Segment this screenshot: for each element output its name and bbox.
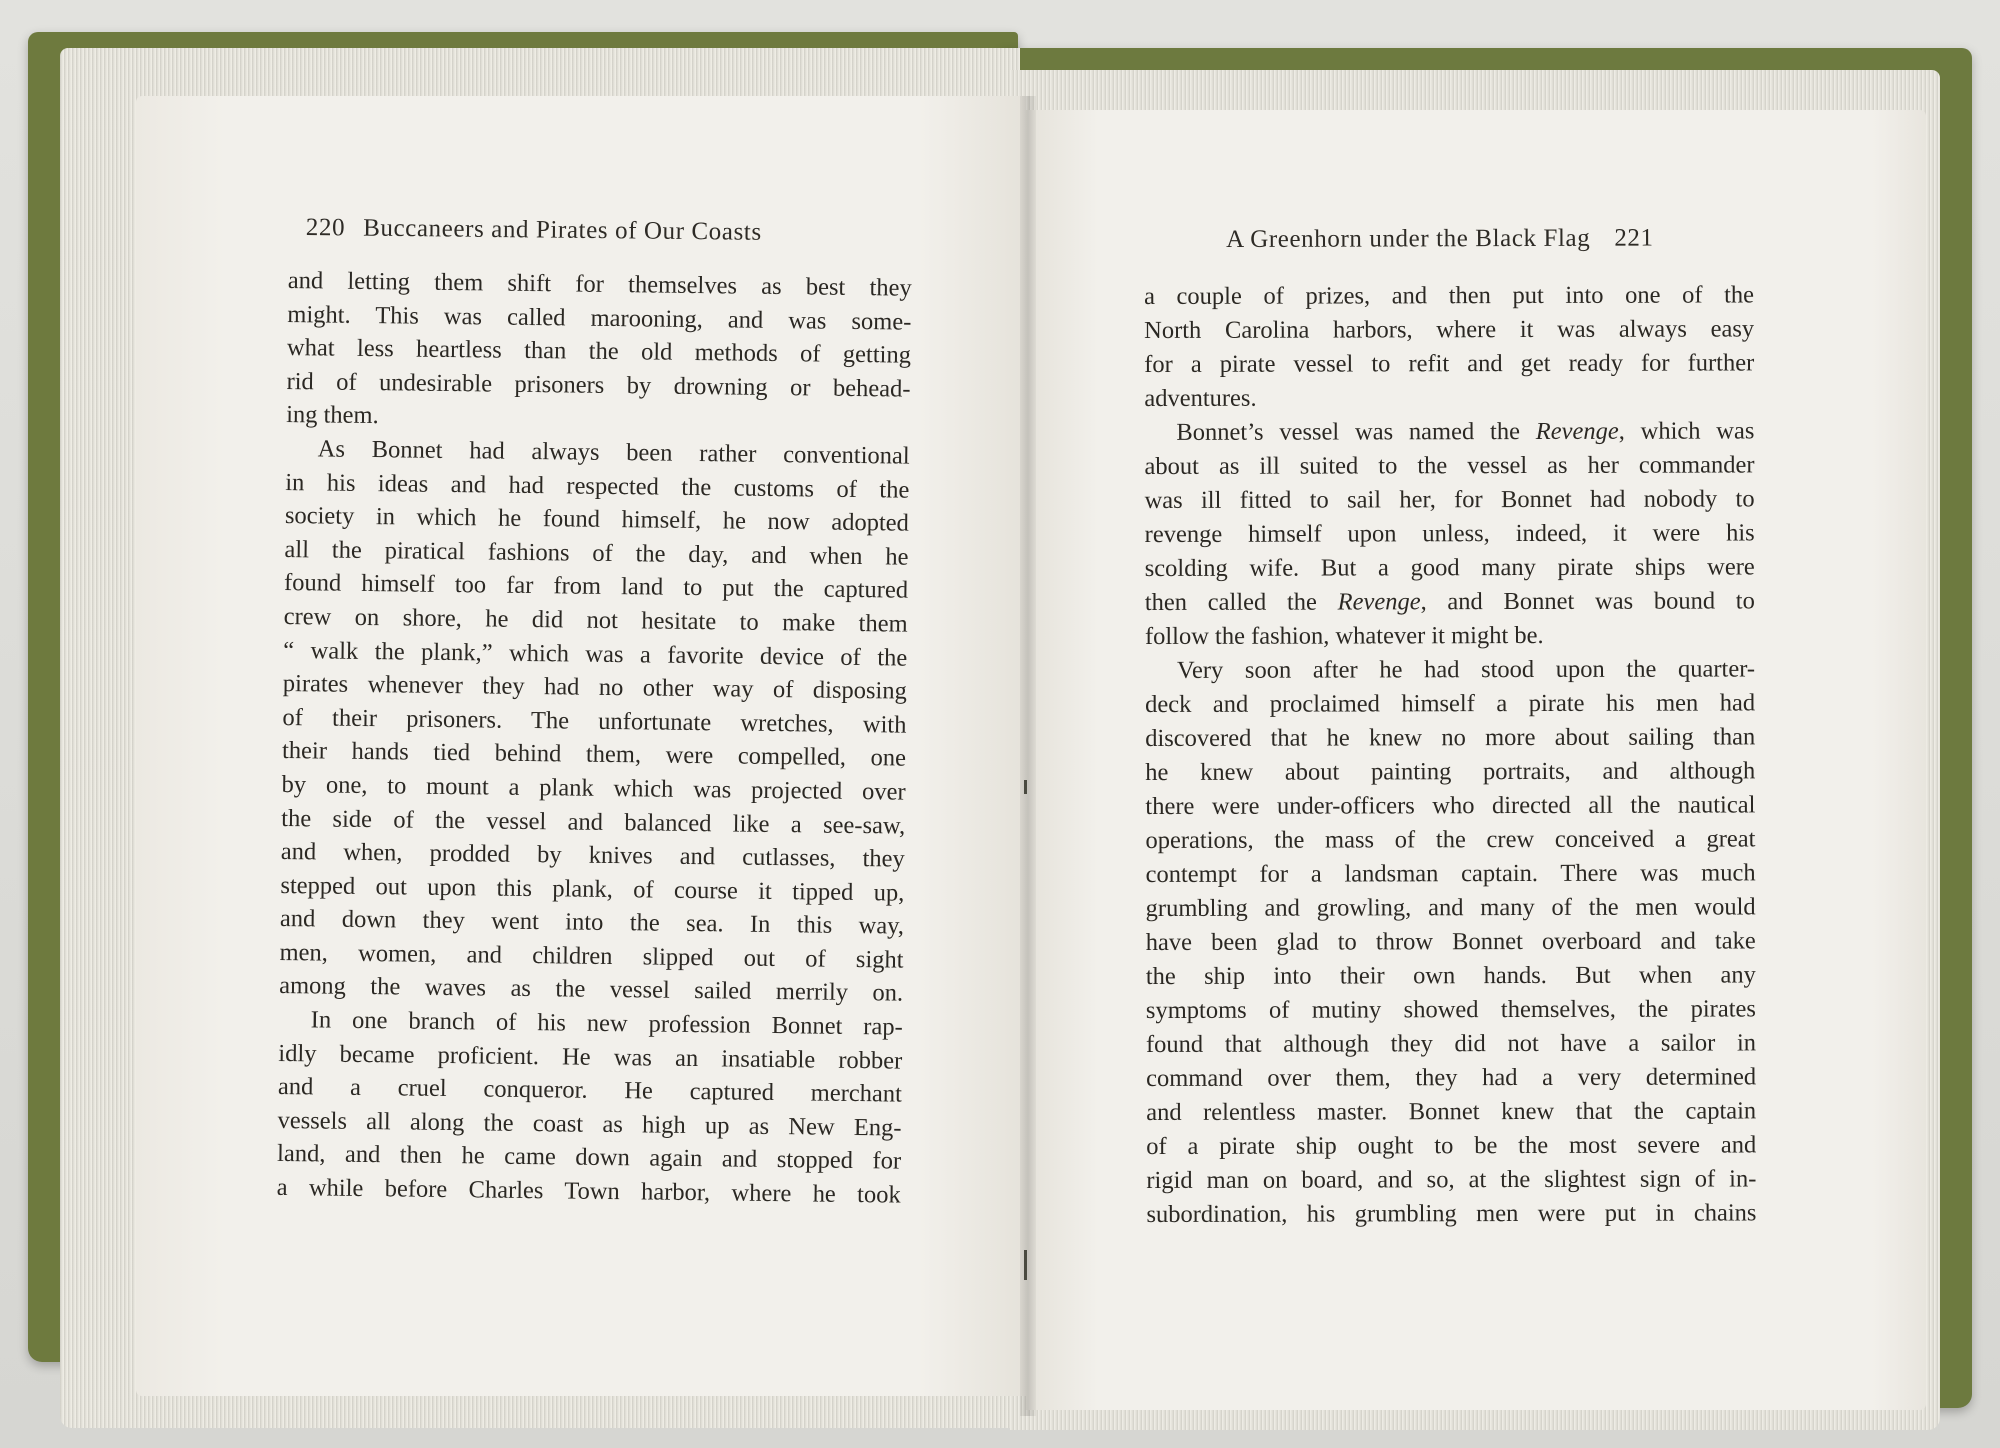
text-line: for a pirate vessel to refit and get ready for further (1144, 349, 1755, 378)
text-line: and down they went into the sea. In this way, (279, 905, 905, 940)
text-line: there were under-officers who directed all the nautical (1145, 791, 1756, 820)
text-line: discovered that he knew no more about sailing than (1145, 723, 1756, 752)
text-line: operations, the mass of the crew conceived a great (1145, 825, 1756, 854)
text-line: vessels all along the coast as high up as New Eng- (277, 1106, 902, 1142)
text-line: of a pirate ship ought to be the most severe and (1146, 1131, 1757, 1160)
text-line: land, and then he came down again and stopped for (276, 1140, 902, 1175)
text-line: contempt for a landsman captain. There was much (1145, 859, 1756, 888)
running-head-left (306, 214, 762, 247)
text-line: was ill fitted to sail her, for Bonnet had nobody to (1144, 485, 1755, 514)
left-page-text (277, 264, 912, 1212)
text-line: crew on shore, he did not hesitate to make them (283, 602, 908, 638)
page-number-left: 220 (305, 214, 346, 242)
text-line: rigid man on board, and so, at the slightest sign of in- (1146, 1165, 1757, 1194)
text-line: rid of undesirable prisoners by drowning or behead- (286, 367, 911, 403)
text-line: among the waves as the vessel sailed merrily on. (279, 972, 904, 1008)
text-line: found that although they did not have a sailor in (1145, 1029, 1757, 1058)
running-head-left-title: Buccaneers and Pirates of Our Coasts (363, 214, 762, 246)
book-gutter (1020, 96, 1036, 1416)
text-line: their hands tied behind them, were compelled, one (281, 737, 907, 772)
text-line: command over them, they had a very determined (1146, 1063, 1757, 1092)
text-line: scolding wife. But a good many pirate ships were (1144, 553, 1755, 582)
right-page-text (1144, 278, 1756, 1232)
text-line: “ walk the plank,” which was a favorite device of the (283, 636, 908, 672)
text-line: stepped out upon this plank, of course it tipped up, (280, 871, 905, 907)
text-line: might. This was called marooning, and was some- (287, 300, 912, 336)
text-line: follow the fashion, whatever it might be. (1144, 621, 1544, 650)
text-line: Bonnet’s vessel was named the Revenge, which was (1176, 417, 1755, 446)
text-line: and letting them shift for themselves as best they (287, 266, 912, 302)
text-line: about as ill suited to the vessel as her commander (1144, 451, 1755, 480)
text-line: In one branch of his new profession Bonnet rap- (310, 1006, 903, 1041)
text-line: then called the Revenge, and Bonnet was bound to (1144, 587, 1755, 616)
text-line: what less heartless than the old methods of getting (286, 334, 912, 369)
text-line: pirates whenever they had no other way of disposing (282, 670, 907, 705)
text-line: by one, to mount a plank which was projected over (281, 770, 906, 806)
text-line: found himself too far from land to put the captured (283, 569, 909, 604)
text-line: grumbling and growling, and many of the men would (1145, 893, 1756, 922)
text-line: of their prisoners. The unfortunate wretches, with (282, 703, 907, 739)
text-line: and relentless master. Bonnet knew that the captain (1146, 1097, 1757, 1126)
text-line: revenge himself upon unless, indeed, it were his (1144, 519, 1755, 548)
text-line: North Carolina harbors, where it was always easy (1144, 315, 1755, 344)
ship-name: Revenge (1535, 417, 1619, 445)
text-line: deck and proclaimed himself a pirate his men had (1145, 689, 1756, 718)
text-line: Very soon after he had stood upon the quarter- (1176, 655, 1756, 684)
running-head-right-title: A Greenhorn under the Black Flag (1226, 224, 1591, 253)
text-line: adventures. (1144, 384, 1257, 412)
text-line: a couple of prizes, and then put into one of the (1144, 281, 1755, 310)
gutter-thread (1024, 780, 1027, 794)
text-line: ing them. (285, 401, 379, 430)
text-line: society in which he found himself, he now adopted (284, 502, 910, 537)
text-line: men, women, and children slipped out of sight (279, 938, 904, 974)
running-head-right (1226, 225, 1654, 254)
gutter-thread (1024, 1250, 1027, 1280)
text-line: have been glad to throw Bonnet overboard and take (1145, 927, 1756, 956)
text-line: idly became proficient. He was an insatiable robber (278, 1039, 903, 1075)
text-line: symptoms of mutiny showed themselves, the pirates (1145, 995, 1756, 1024)
text-line: a while before Charles Town harbor, where he took (276, 1173, 901, 1209)
text-line: the side of the vessel and balanced like a see-saw, (281, 804, 906, 840)
text-line: the ship into their own hands. But when any (1145, 961, 1756, 990)
text-line: he knew about painting portraits, and although (1145, 757, 1756, 786)
text-line: As Bonnet had always been rather conventional (317, 435, 910, 470)
text-line: subordination, his grumbling men were put in chains (1146, 1199, 1757, 1228)
text-line: all the piratical fashions of the day, and when he (284, 535, 909, 571)
ship-name: Revenge (1337, 588, 1421, 616)
text-line: and when, prodded by knives and cutlasses, they (280, 838, 905, 873)
text-line: in his ideas and had respected the customs of the (285, 468, 910, 504)
page-number-right: 221 (1614, 224, 1654, 252)
text-line: and a cruel conqueror. He captured merchant (277, 1073, 903, 1108)
